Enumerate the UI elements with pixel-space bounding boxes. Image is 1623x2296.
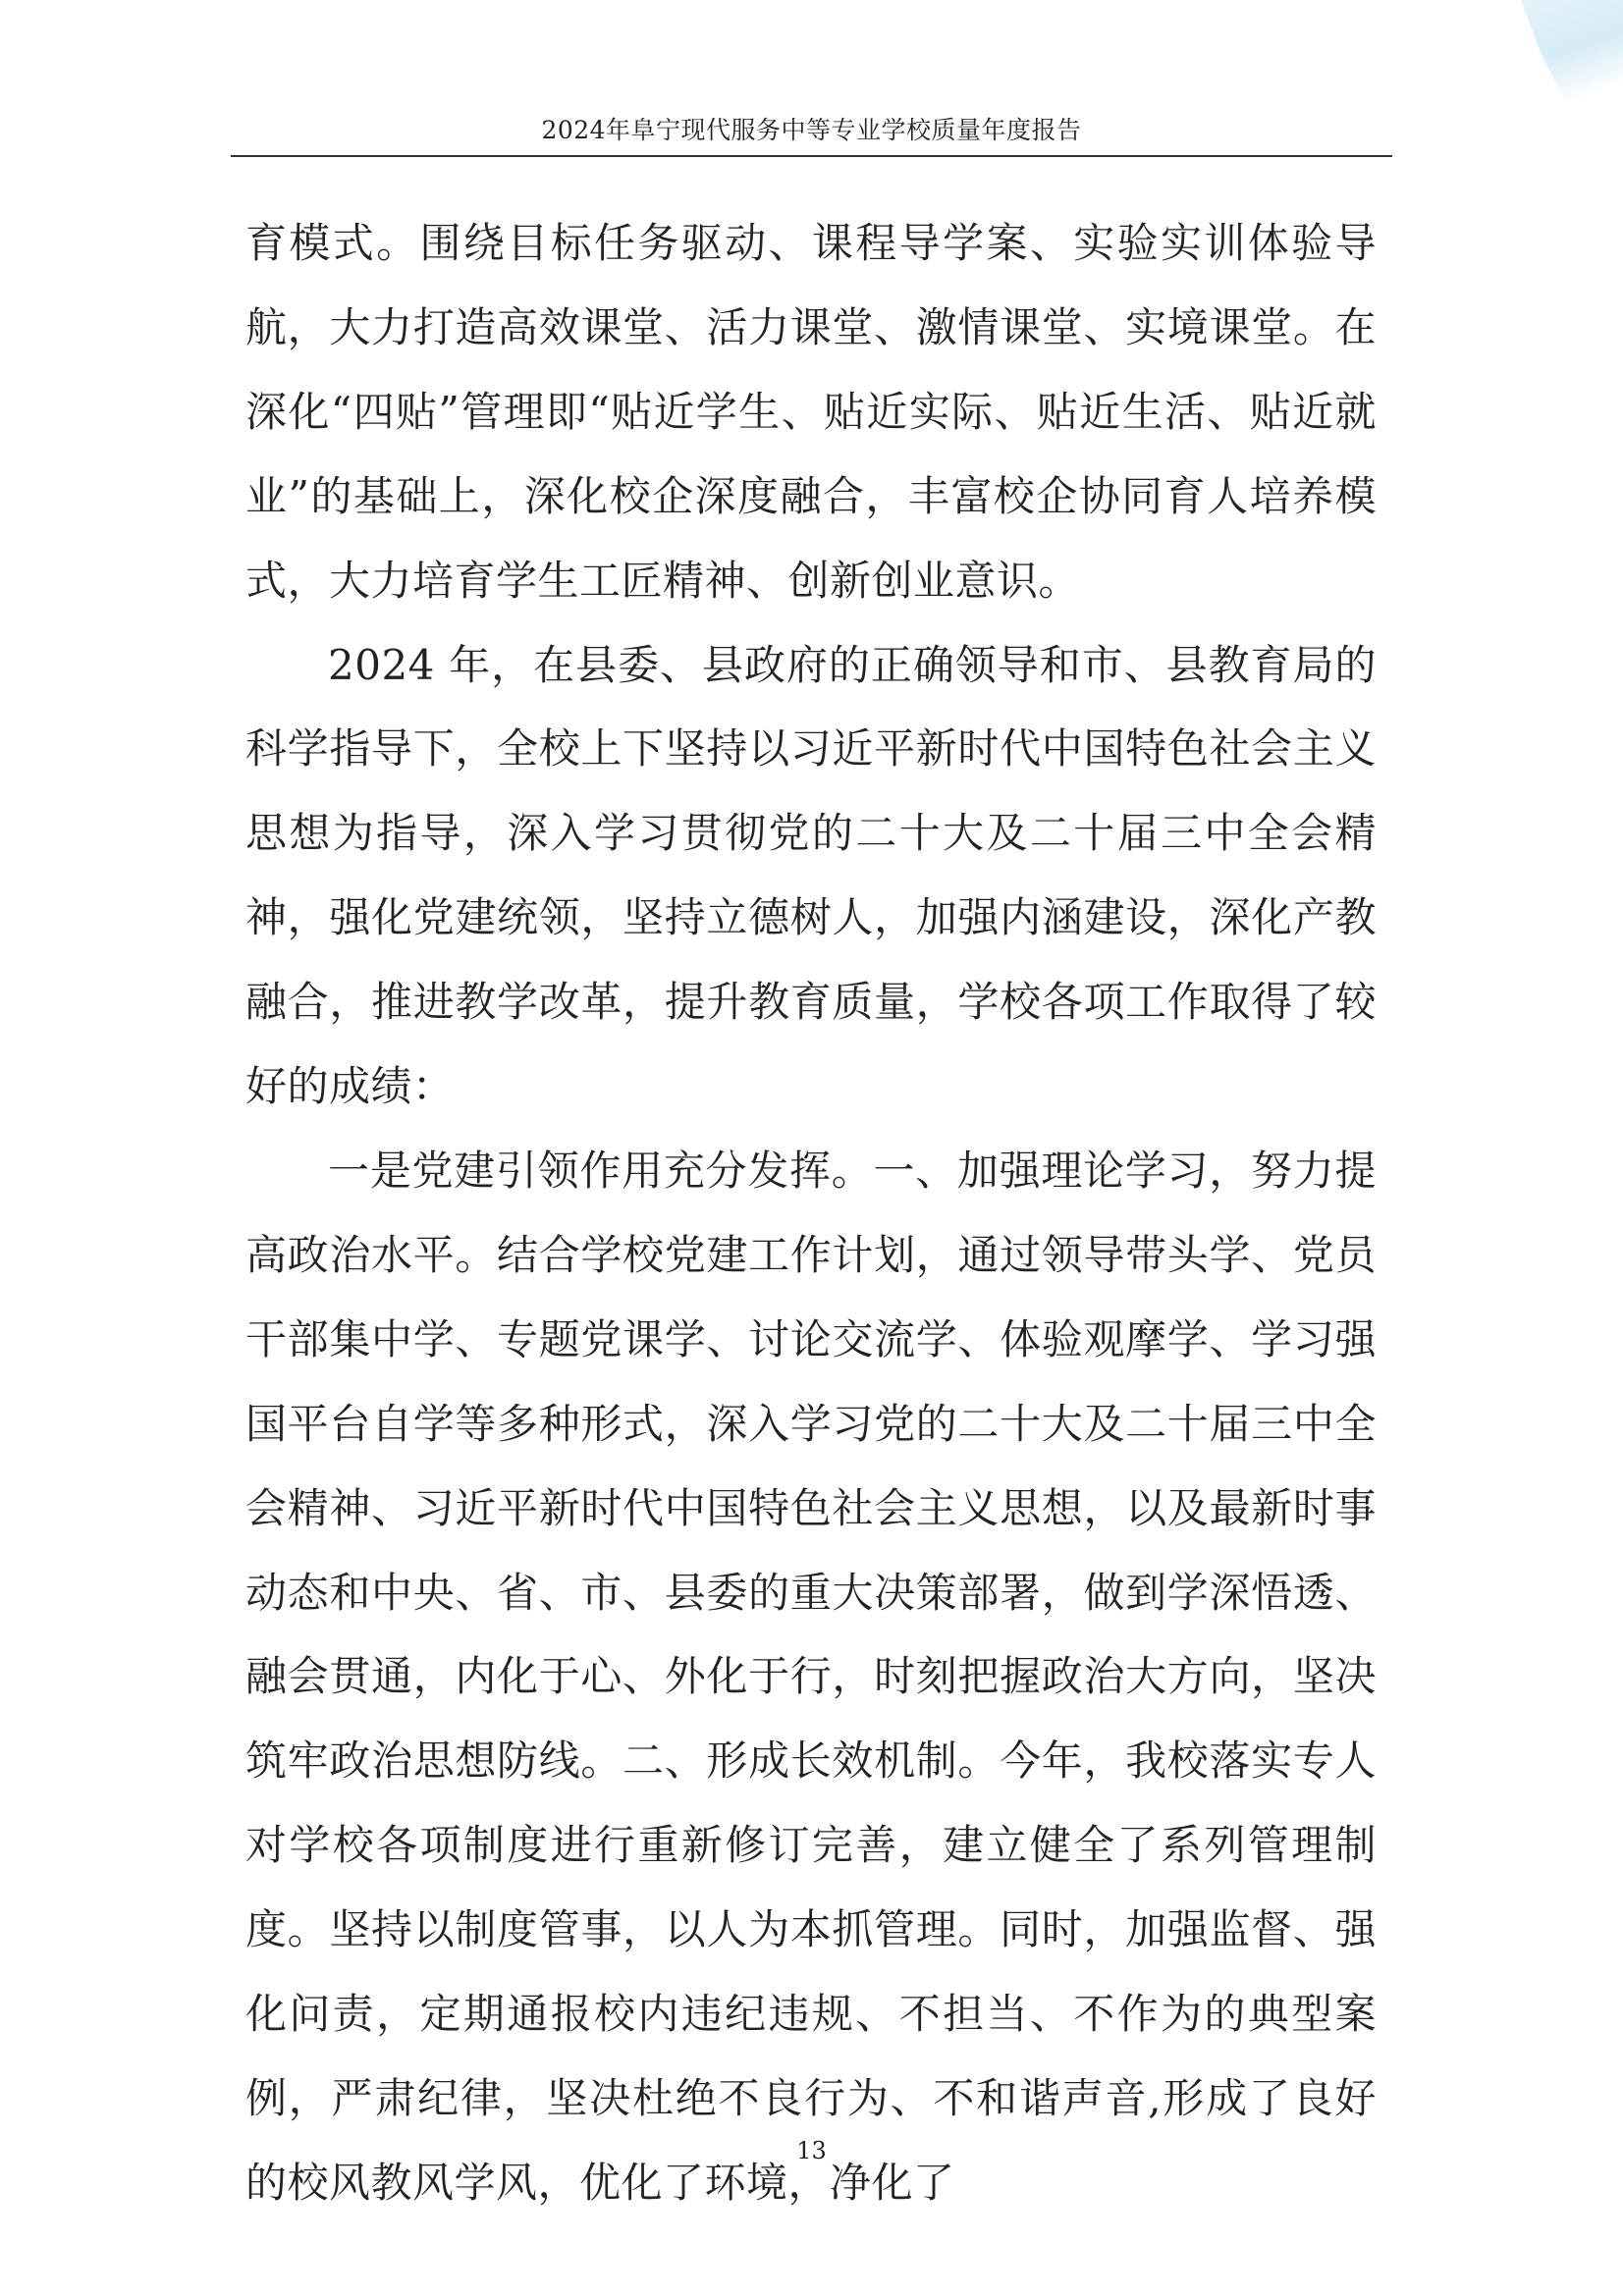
header-divider [231,155,1392,157]
paragraph: 一是党建引领作用充分发挥。一、加强理论学习，努力提高政治水平。结合学校党建工作计划，通过领导带头学、党员干部集中学、专题党课学、讨论交流学、体验观摩学、学习强国平台自学等多种形式，深入学习党的二十大及二十届三中全会精神、习近平新时代中国特色社会主义思想，以及最新时事动态和中央、省、市、县委的重大决策部署，做到学深悟透、融会贯通，内化于心、外化于行，时刻把握政治大方向，坚决筑牢政治思想防线。二、形成长效机制。今年，我校落实专人对学校各项制度进行重新修订完善，建立健全了系列管理制度。坚持以制度管事，以人为本抓管理。同时，加强监督、强化问责，定期通报校内违纪违规、不担当、不作为的典型案例，严肃纪律，坚决杜绝不良行为、不和谐声音,形成了良好的校风教风学风，优化了环境，净化了 [245,1146,1377,2207]
body-text [245,201,1377,2225]
paragraph: 2024 年，在县委、县政府的正确领导和市、县教育局的科学指导下，全校上下坚持以习近平新时代中国特色社会主义思想为指导，深入学习贯彻党的二十大及二十届三中全会精神，强化党建统领，坚持立德树人，加强内涵建设，深化产教融合，推进教学改革，提升教育质量，学校各项工作取得了较好的成绩： [245,640,1377,1111]
running-header: 2024年阜宁现代服务中等专业学校质量年度报告 [541,116,1082,144]
page-number: 13 [796,2137,827,2164]
corner-decoration [1495,0,1623,128]
paragraph: 育模式。围绕目标任务驱动、课程导学案、实验实训体验导航，大力打造高效课堂、活力课堂、激情课堂、实境课堂。在深化“四贴”管理即“贴近学生、贴近实际、贴近生活、贴近就业”的基础上，深化校企深度融合，丰富校企协同育人培养模式，大力培育学生工匠精神、创新创业意识。 [245,219,1377,605]
